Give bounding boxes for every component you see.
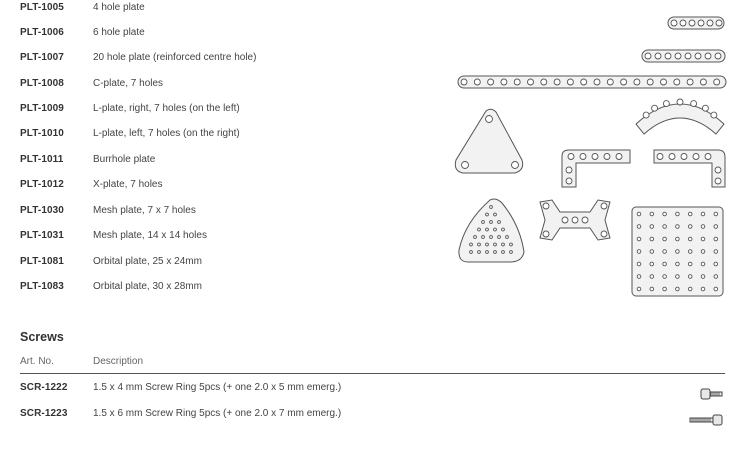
mesh-hole xyxy=(494,213,497,216)
plate-hole xyxy=(582,217,588,223)
mesh-hole xyxy=(663,237,667,241)
mesh-hole xyxy=(650,237,654,241)
mesh-hole xyxy=(676,287,680,291)
mesh-hole xyxy=(650,275,654,279)
article-description: 4 hole plate xyxy=(93,2,145,13)
plate-hole xyxy=(488,79,494,85)
mesh-hole xyxy=(510,243,513,246)
mesh-hole xyxy=(490,236,493,239)
plate-hole xyxy=(680,20,686,26)
mesh-hole xyxy=(486,213,489,216)
article-number: PLT-1081 xyxy=(20,256,64,267)
mesh-hole xyxy=(701,225,705,229)
plate-hole xyxy=(663,101,669,107)
plate-hole xyxy=(711,112,717,118)
plate-hole xyxy=(486,116,493,123)
plate-hole xyxy=(643,112,649,118)
article-description: L-plate, left, 7 holes (on the right) xyxy=(93,128,240,139)
mesh-hole xyxy=(510,251,513,254)
mesh-hole xyxy=(688,250,692,254)
mesh-hole xyxy=(490,221,493,224)
plate-hole xyxy=(652,105,658,111)
plate-hole xyxy=(554,79,560,85)
plate-hole xyxy=(566,178,572,184)
article-description: L-plate, right, 7 holes (on the left) xyxy=(93,103,240,114)
column-header-article: Art. No. xyxy=(20,356,54,367)
mesh-hole xyxy=(502,243,505,246)
plate-hole xyxy=(514,79,520,85)
mesh-hole xyxy=(478,228,481,231)
plate-hole xyxy=(674,79,680,85)
plate-20-hole-illustration xyxy=(458,76,726,88)
mesh-hole xyxy=(676,275,680,279)
mesh-hole xyxy=(676,237,680,241)
mesh-hole xyxy=(701,212,705,216)
mesh-hole xyxy=(688,262,692,266)
article-number: PLT-1083 xyxy=(20,281,64,292)
mesh-hole xyxy=(714,212,718,216)
article-number: PLT-1006 xyxy=(20,27,64,38)
plate-hole xyxy=(689,20,695,26)
plate-hole xyxy=(691,101,697,107)
plate-hole xyxy=(705,53,711,59)
mesh-hole xyxy=(502,228,505,231)
plate-hole xyxy=(698,20,704,26)
mesh-hole xyxy=(637,275,641,279)
mesh-hole xyxy=(650,225,654,229)
article-description: 6 hole plate xyxy=(93,27,145,38)
article-description: 1.5 x 6 mm Screw Ring 5pcs (+ one 2.0 x 7 mm emerg.) xyxy=(93,408,342,419)
mesh-hole xyxy=(637,237,641,241)
article-number: PLT-1031 xyxy=(20,230,64,241)
plate-hole xyxy=(592,154,598,160)
c-plate-illustration xyxy=(636,104,724,134)
plate-hole xyxy=(616,154,622,160)
article-description: 20 hole plate (reinforced centre hole) xyxy=(93,52,257,63)
article-description: Mesh plate, 14 x 14 holes xyxy=(93,230,207,241)
mesh-hole xyxy=(714,262,718,266)
plate-hole xyxy=(604,154,610,160)
plate-hole xyxy=(501,79,507,85)
mesh-hole xyxy=(688,225,692,229)
article-number: PLT-1012 xyxy=(20,179,64,190)
mesh-hole xyxy=(663,275,667,279)
article-description: X-plate, 7 holes xyxy=(93,179,163,190)
mesh-hole xyxy=(650,262,654,266)
section-title: Screws xyxy=(20,330,64,344)
mesh-hole xyxy=(486,251,489,254)
plate-hole xyxy=(634,79,640,85)
mesh-hole xyxy=(494,243,497,246)
mesh-hole xyxy=(663,250,667,254)
mesh-hole xyxy=(701,250,705,254)
plate-hole xyxy=(601,203,607,209)
plate-hole xyxy=(715,53,721,59)
article-description: Orbital plate, 25 x 24mm xyxy=(93,256,202,267)
mesh-hole xyxy=(676,212,680,216)
mesh-hole xyxy=(701,275,705,279)
plate-hole xyxy=(714,79,720,85)
mesh-hole xyxy=(650,287,654,291)
article-number: PLT-1010 xyxy=(20,128,64,139)
mesh-hole xyxy=(637,250,641,254)
mesh-hole xyxy=(663,262,667,266)
plate-hole xyxy=(655,53,661,59)
mesh-hole xyxy=(676,262,680,266)
mesh-hole xyxy=(637,287,641,291)
mesh-hole xyxy=(494,251,497,254)
plate-hole xyxy=(461,79,467,85)
mesh-hole xyxy=(502,251,505,254)
mesh-hole xyxy=(663,212,667,216)
plate-hole xyxy=(621,79,627,85)
mesh-hole xyxy=(714,287,718,291)
mesh-hole xyxy=(482,221,485,224)
mesh-hole xyxy=(470,243,473,246)
plate-hole xyxy=(677,99,683,105)
plate-hole xyxy=(543,231,549,237)
mesh-hole xyxy=(714,225,718,229)
mesh-hole xyxy=(637,262,641,266)
plate-hole xyxy=(695,53,701,59)
mesh-hole xyxy=(482,236,485,239)
mesh-hole xyxy=(478,243,481,246)
plate-hole xyxy=(562,217,568,223)
article-description: C-plate, 7 holes xyxy=(93,78,164,89)
mesh-hole xyxy=(486,243,489,246)
plate-hole xyxy=(567,79,573,85)
plate-hole xyxy=(707,20,713,26)
mesh-hole xyxy=(637,225,641,229)
plate-hole xyxy=(687,79,693,85)
mesh-hole xyxy=(494,228,497,231)
plate-hole xyxy=(512,162,519,169)
plate-hole xyxy=(671,20,677,26)
mesh-hole xyxy=(474,236,477,239)
mesh-hole xyxy=(701,237,705,241)
mesh-hole xyxy=(714,275,718,279)
plate-hole xyxy=(665,53,671,59)
mesh-hole xyxy=(478,251,481,254)
plate-hole xyxy=(700,79,706,85)
plate-20-hole-short-illustration xyxy=(642,50,725,62)
plate-hole xyxy=(661,79,667,85)
mesh-hole xyxy=(701,262,705,266)
article-number: PLT-1030 xyxy=(20,205,64,216)
plate-hole xyxy=(581,79,587,85)
mesh-hole xyxy=(676,250,680,254)
plate-hole xyxy=(607,79,613,85)
screw-long-icon xyxy=(690,415,722,425)
plate-hole xyxy=(568,154,574,160)
article-description: Mesh plate, 7 x 7 holes xyxy=(93,205,196,216)
article-number: PLT-1005 xyxy=(20,2,64,13)
plate-hole xyxy=(572,217,578,223)
plate-hole xyxy=(681,154,687,160)
plate-hole xyxy=(685,53,691,59)
column-header-description: Description xyxy=(93,356,144,367)
mesh-hole xyxy=(701,287,705,291)
mesh-hole xyxy=(688,287,692,291)
mesh-hole xyxy=(498,221,501,224)
article-description: 1.5 x 4 mm Screw Ring 5pcs (+ one 2.0 x 5 mm emerg.) xyxy=(93,382,342,393)
plate-hole xyxy=(474,79,480,85)
article-number: PLT-1009 xyxy=(20,103,64,114)
article-number: SCR-1223 xyxy=(20,408,68,419)
l-plate-left-illustration xyxy=(654,150,725,187)
article-description: Burrhole plate xyxy=(93,154,156,165)
mesh-hole xyxy=(490,206,493,209)
plate-hole xyxy=(566,167,572,173)
plate-hole xyxy=(580,154,586,160)
mesh-hole xyxy=(663,225,667,229)
screw-short-icon xyxy=(701,389,722,399)
article-number: PLT-1011 xyxy=(20,154,64,165)
mesh-hole xyxy=(714,237,718,241)
article-description: Orbital plate, 30 x 28mm xyxy=(93,281,202,292)
plate-hole xyxy=(675,53,681,59)
plate-hole xyxy=(541,79,547,85)
plate-hole xyxy=(594,79,600,85)
plate-hole xyxy=(657,154,663,160)
mesh-hole xyxy=(676,225,680,229)
mesh-hole xyxy=(663,287,667,291)
plate-hole xyxy=(647,79,653,85)
mesh-hole xyxy=(506,236,509,239)
article-number: PLT-1008 xyxy=(20,78,64,89)
mesh-hole xyxy=(650,250,654,254)
mesh-hole xyxy=(486,228,489,231)
plate-hole xyxy=(715,178,721,184)
mesh-hole xyxy=(637,212,641,216)
plate-hole xyxy=(543,203,549,209)
mesh-hole xyxy=(688,212,692,216)
plate-hole xyxy=(702,105,708,111)
plate-hole xyxy=(693,154,699,160)
article-number: PLT-1007 xyxy=(20,52,64,63)
plate-hole xyxy=(528,79,534,85)
mesh-hole xyxy=(714,250,718,254)
mesh-hole xyxy=(688,237,692,241)
mesh-hole xyxy=(470,251,473,254)
plate-hole xyxy=(645,53,651,59)
plate-hole xyxy=(669,154,675,160)
mesh-hole xyxy=(498,236,501,239)
plate-hole xyxy=(705,154,711,160)
mesh-hole xyxy=(688,275,692,279)
plate-hole xyxy=(715,167,721,173)
plate-hole xyxy=(716,20,722,26)
plate-hole xyxy=(601,231,607,237)
mesh-hole xyxy=(650,212,654,216)
article-number: SCR-1222 xyxy=(20,382,68,393)
plate-hole xyxy=(462,162,469,169)
